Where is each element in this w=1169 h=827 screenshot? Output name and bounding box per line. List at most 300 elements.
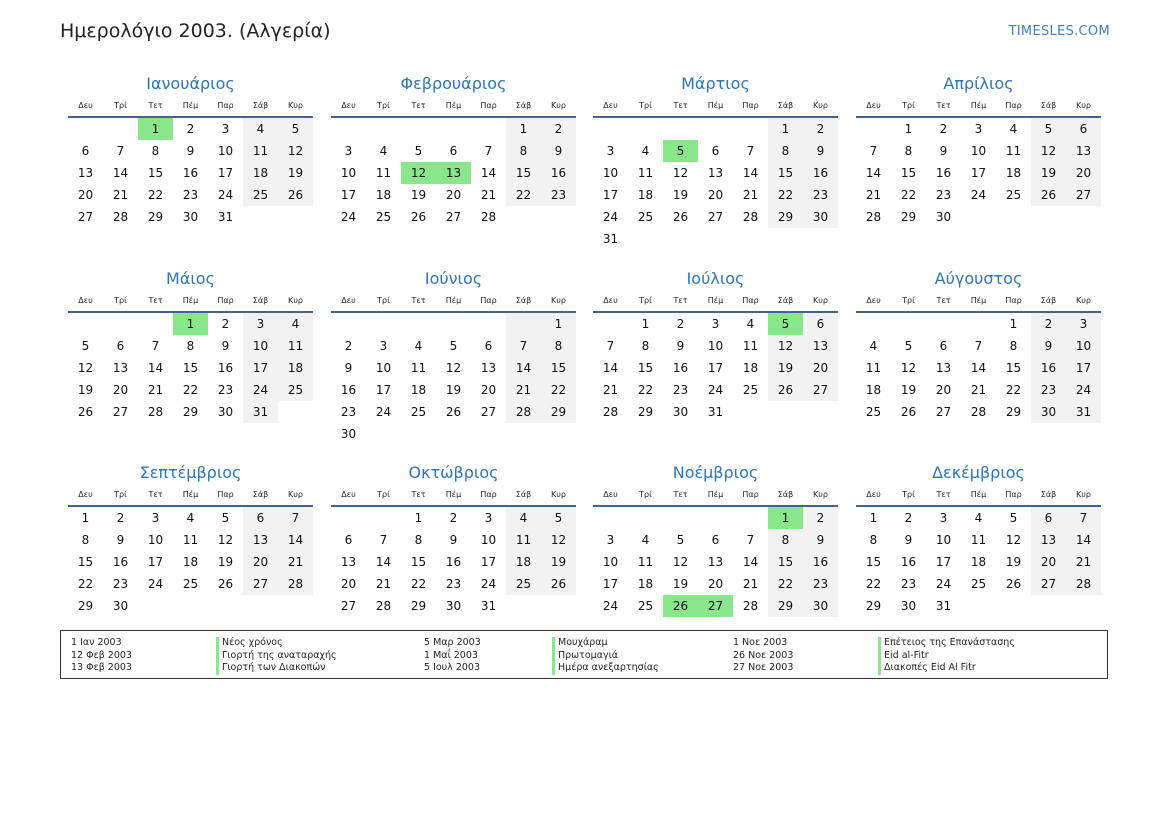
- weekday-header: Κυρ: [803, 485, 838, 507]
- day-cell: 17: [602, 577, 619, 591]
- day-cell: 28: [742, 599, 759, 613]
- legend-holiday-name: Μουχάραμ: [552, 637, 659, 650]
- day-cell: 19: [541, 551, 576, 573]
- day-cell: 7: [1066, 507, 1101, 529]
- month-name: Δεκέμβριος: [932, 463, 1025, 482]
- day-cell: 20: [1031, 551, 1066, 573]
- day-cell: 14: [970, 361, 987, 375]
- day-cell: 4: [278, 313, 313, 335]
- empty-cell: [138, 595, 173, 617]
- day-cell: 19: [77, 383, 94, 397]
- day-cell: 8: [186, 339, 195, 353]
- day-cell: 3: [221, 122, 230, 136]
- day-cell: 25: [970, 577, 987, 591]
- day-cell: 11: [410, 361, 427, 375]
- weekday-header: Τρί: [891, 291, 926, 313]
- legend-date: 27 Νοε 2003: [733, 662, 794, 673]
- empty-cell: [471, 118, 506, 140]
- holiday-legend: [60, 630, 1108, 679]
- holiday-day-cell: 26: [663, 595, 698, 617]
- day-cell: 28: [602, 405, 619, 419]
- day-cell: 3: [151, 511, 160, 525]
- holiday-day-cell: 1: [173, 313, 208, 335]
- weekday-header: Σάβ: [768, 485, 803, 507]
- weekday-header: Δευ: [593, 485, 628, 507]
- day-cell: 4: [869, 339, 878, 353]
- day-cell: 11: [1005, 144, 1022, 158]
- legend-holiday-name: Νέος χρόνος: [216, 637, 337, 650]
- day-cell: 15: [541, 357, 576, 379]
- day-cell: 27: [935, 405, 952, 419]
- day-cell: 10: [602, 555, 619, 569]
- weekday-header: Δευ: [593, 96, 628, 118]
- legend-date: 13 Φεβ 2003: [71, 662, 132, 673]
- empty-cell: [401, 313, 436, 335]
- day-cell: 20: [1066, 162, 1101, 184]
- weekday-header: Κυρ: [278, 485, 313, 507]
- empty-cell: [698, 118, 733, 140]
- day-cell: 30: [112, 599, 129, 613]
- empty-cell: [663, 228, 698, 250]
- weekday-header: Σάβ: [243, 291, 278, 313]
- day-cell: 18: [637, 188, 654, 202]
- day-cell: 13: [707, 166, 724, 180]
- day-cell: 22: [768, 184, 803, 206]
- day-cell: 3: [606, 533, 615, 547]
- day-cell: 26: [672, 210, 689, 224]
- day-cell: 14: [742, 555, 759, 569]
- weekday-header: Τετ: [663, 485, 698, 507]
- day-cell: 23: [803, 184, 838, 206]
- day-cell: 17: [217, 166, 234, 180]
- day-cell: 18: [506, 551, 541, 573]
- day-cell: 24: [480, 577, 497, 591]
- site-link[interactable]: TIMESLES.COM: [1008, 24, 1110, 39]
- day-cell: 28: [865, 210, 882, 224]
- day-cell: 28: [970, 405, 987, 419]
- weekday-header: Κυρ: [541, 485, 576, 507]
- day-cell: 24: [375, 405, 392, 419]
- day-cell: 25: [278, 379, 313, 401]
- day-cell: 27: [340, 599, 357, 613]
- day-cell: 25: [637, 599, 654, 613]
- day-cell: 22: [182, 383, 199, 397]
- day-cell: 14: [602, 361, 619, 375]
- weekday-header: Κυρ: [803, 96, 838, 118]
- day-cell: 10: [480, 533, 497, 547]
- empty-cell: [733, 507, 768, 529]
- month-calendar: [856, 269, 1101, 423]
- empty-cell: [803, 228, 838, 250]
- day-cell: 23: [217, 383, 234, 397]
- day-cell: 16: [112, 555, 129, 569]
- weekday-header: Τετ: [401, 291, 436, 313]
- day-cell: 5: [449, 339, 458, 353]
- day-cell: 24: [147, 577, 164, 591]
- day-cell: 9: [1031, 335, 1066, 357]
- empty-cell: [663, 507, 698, 529]
- day-cell: 21: [742, 188, 759, 202]
- month-name: Ιούνιος: [424, 269, 483, 288]
- day-cell: 8: [904, 144, 913, 158]
- weekday-header: Δευ: [331, 291, 366, 313]
- day-cell: 3: [344, 144, 353, 158]
- day-cell: 17: [935, 555, 952, 569]
- empty-cell: [541, 595, 576, 617]
- day-cell: 6: [116, 339, 125, 353]
- day-cell: 9: [904, 533, 913, 547]
- day-cell: 6: [939, 339, 948, 353]
- empty-cell: [506, 595, 541, 617]
- day-cell: 7: [151, 339, 160, 353]
- day-cell: 24: [243, 379, 278, 401]
- day-cell: 23: [803, 573, 838, 595]
- weekday-header: Τετ: [926, 485, 961, 507]
- day-cell: 30: [1031, 401, 1066, 423]
- day-cell: 31: [1066, 401, 1101, 423]
- month-grid: [856, 291, 1101, 423]
- day-cell: 8: [869, 533, 878, 547]
- empty-cell: [856, 118, 891, 140]
- day-cell: 8: [414, 533, 423, 547]
- day-cell: 14: [147, 361, 164, 375]
- empty-cell: [768, 401, 803, 423]
- day-cell: 17: [340, 188, 357, 202]
- day-cell: 18: [970, 555, 987, 569]
- weekday-header: Πέμ: [436, 96, 471, 118]
- weekday-header: Πέμ: [698, 291, 733, 313]
- month-calendar: [68, 269, 313, 423]
- day-cell: 28: [742, 210, 759, 224]
- empty-cell: [243, 595, 278, 617]
- day-cell: 20: [340, 577, 357, 591]
- legend-date: 12 Φεβ 2003: [71, 649, 132, 661]
- day-cell: 26: [1031, 184, 1066, 206]
- day-cell: 4: [186, 511, 195, 525]
- empty-cell: [366, 313, 401, 335]
- day-cell: 27: [77, 210, 94, 224]
- day-cell: 6: [484, 339, 493, 353]
- day-cell: 21: [480, 188, 497, 202]
- day-cell: 21: [278, 551, 313, 573]
- empty-cell: [628, 118, 663, 140]
- day-cell: 31: [217, 210, 234, 224]
- day-cell: 12: [541, 529, 576, 551]
- day-cell: 16: [672, 361, 689, 375]
- weekday-header: Τετ: [138, 291, 173, 313]
- day-cell: 16: [900, 555, 917, 569]
- month-calendar: [331, 74, 576, 228]
- weekday-header: Τετ: [401, 96, 436, 118]
- day-cell: 10: [602, 166, 619, 180]
- day-cell: 13: [1031, 529, 1066, 551]
- day-cell: 17: [147, 555, 164, 569]
- empty-cell: [1031, 206, 1066, 228]
- day-cell: 16: [182, 166, 199, 180]
- day-cell: 1: [81, 511, 90, 525]
- day-cell: 24: [602, 210, 619, 224]
- day-cell: 12: [278, 140, 313, 162]
- weekday-header: Τετ: [926, 291, 961, 313]
- day-cell: 13: [1066, 140, 1101, 162]
- month-calendar: [593, 269, 838, 423]
- weekday-header: Κυρ: [541, 291, 576, 313]
- day-cell: 23: [935, 188, 952, 202]
- day-cell: 23: [112, 577, 129, 591]
- day-cell: 25: [865, 405, 882, 419]
- empty-cell: [331, 118, 366, 140]
- day-cell: 6: [711, 533, 720, 547]
- day-cell: 2: [939, 122, 948, 136]
- day-cell: 20: [445, 188, 462, 202]
- day-cell: 26: [410, 210, 427, 224]
- day-cell: 23: [340, 405, 357, 419]
- day-cell: 1: [506, 118, 541, 140]
- legend-dates-2: [424, 637, 481, 675]
- day-cell: 4: [506, 507, 541, 529]
- day-cell: 14: [112, 166, 129, 180]
- day-cell: 5: [1031, 118, 1066, 140]
- day-cell: 28: [506, 401, 541, 423]
- day-cell: 7: [746, 533, 755, 547]
- empty-cell: [733, 401, 768, 423]
- day-cell: 13: [340, 555, 357, 569]
- weekday-header: Τετ: [663, 291, 698, 313]
- day-cell: 2: [541, 118, 576, 140]
- day-cell: 4: [414, 339, 423, 353]
- day-cell: 19: [672, 188, 689, 202]
- day-cell: 29: [147, 210, 164, 224]
- legend-date: 26 Νοε 2003: [733, 649, 794, 661]
- legend-dates-3: [733, 637, 793, 675]
- day-cell: 6: [81, 144, 90, 158]
- legend-holiday-name: Γιορτή των Διακοπών: [216, 662, 337, 675]
- day-cell: 15: [1005, 361, 1022, 375]
- day-cell: 3: [379, 339, 388, 353]
- month-grid: [593, 96, 838, 250]
- day-cell: 2: [1031, 313, 1066, 335]
- day-cell: 8: [151, 144, 160, 158]
- day-cell: 29: [768, 206, 803, 228]
- day-cell: 12: [1031, 140, 1066, 162]
- holiday-day-cell: 13: [436, 162, 471, 184]
- weekday-header: Πέμ: [173, 291, 208, 313]
- day-cell: 18: [375, 188, 392, 202]
- day-cell: 14: [278, 529, 313, 551]
- day-cell: 15: [182, 361, 199, 375]
- day-cell: 1: [768, 118, 803, 140]
- day-cell: 11: [278, 335, 313, 357]
- day-cell: 11: [865, 361, 882, 375]
- weekday-header: Παρ: [471, 96, 506, 118]
- weekday-header: Τρί: [628, 485, 663, 507]
- empty-cell: [436, 423, 471, 445]
- day-cell: 12: [1005, 533, 1022, 547]
- day-cell: 20: [243, 551, 278, 573]
- day-cell: 13: [480, 361, 497, 375]
- day-cell: 24: [707, 383, 724, 397]
- day-cell: 1: [641, 317, 650, 331]
- weekday-header: Παρ: [996, 485, 1031, 507]
- day-cell: 18: [182, 555, 199, 569]
- day-cell: 16: [217, 361, 234, 375]
- day-cell: 6: [803, 313, 838, 335]
- day-cell: 7: [506, 335, 541, 357]
- day-cell: 7: [278, 507, 313, 529]
- day-cell: 16: [340, 383, 357, 397]
- day-cell: 29: [768, 595, 803, 617]
- weekday-header: Τετ: [926, 96, 961, 118]
- weekday-header: Τρί: [891, 485, 926, 507]
- day-cell: 26: [445, 405, 462, 419]
- day-cell: 10: [935, 533, 952, 547]
- day-cell: 18: [278, 357, 313, 379]
- day-cell: 19: [278, 162, 313, 184]
- day-cell: 15: [768, 551, 803, 573]
- day-cell: 31: [935, 599, 952, 613]
- day-cell: 7: [379, 533, 388, 547]
- day-cell: 13: [243, 529, 278, 551]
- day-cell: 22: [147, 188, 164, 202]
- day-cell: 5: [221, 511, 230, 525]
- day-cell: 11: [742, 339, 759, 353]
- day-cell: 19: [217, 555, 234, 569]
- weekday-header: Παρ: [471, 485, 506, 507]
- empty-cell: [436, 118, 471, 140]
- day-cell: 31: [480, 599, 497, 613]
- day-cell: 6: [711, 144, 720, 158]
- legend-holiday-name: Ημέρα ανεξαρτησίας: [552, 662, 659, 675]
- holiday-day-cell: 1: [768, 507, 803, 529]
- weekday-header: Παρ: [208, 485, 243, 507]
- day-cell: 5: [278, 118, 313, 140]
- day-cell: 20: [935, 383, 952, 397]
- day-cell: 30: [340, 427, 357, 441]
- weekday-header: Πέμ: [173, 485, 208, 507]
- day-cell: 9: [186, 144, 195, 158]
- day-cell: 25: [637, 210, 654, 224]
- day-cell: 15: [768, 162, 803, 184]
- weekday-header: Δευ: [331, 96, 366, 118]
- empty-cell: [471, 313, 506, 335]
- weekday-header: Σάβ: [243, 485, 278, 507]
- day-cell: 24: [1066, 379, 1101, 401]
- empty-cell: [961, 313, 996, 335]
- month-grid: [856, 96, 1101, 228]
- day-cell: 6: [449, 144, 458, 158]
- day-cell: 16: [541, 162, 576, 184]
- day-cell: 13: [112, 361, 129, 375]
- day-cell: 8: [541, 335, 576, 357]
- weekday-header: Τετ: [663, 96, 698, 118]
- legend-holiday-name: Διακοπές Eid Al Fitr: [878, 662, 1015, 675]
- legend-date: 5 Μαρ 2003: [424, 637, 481, 648]
- day-cell: 1: [541, 313, 576, 335]
- day-cell: 27: [707, 210, 724, 224]
- day-cell: 1: [414, 511, 423, 525]
- day-cell: 22: [410, 577, 427, 591]
- month-name: Απρίλιος: [943, 74, 1014, 93]
- empty-cell: [506, 206, 541, 228]
- weekday-header: Πέμ: [961, 96, 996, 118]
- day-cell: 18: [410, 383, 427, 397]
- day-cell: 17: [707, 361, 724, 375]
- day-cell: 11: [506, 529, 541, 551]
- day-cell: 17: [1066, 357, 1101, 379]
- month-grid: [331, 291, 576, 445]
- empty-cell: [593, 507, 628, 529]
- day-cell: 21: [375, 577, 392, 591]
- legend-holiday-name: Eid al-Fitr: [878, 650, 1015, 663]
- day-cell: 1: [1009, 317, 1018, 331]
- empty-cell: [1031, 595, 1066, 617]
- day-cell: 9: [939, 144, 948, 158]
- day-cell: 26: [900, 405, 917, 419]
- day-cell: 29: [1005, 405, 1022, 419]
- weekday-header: Δευ: [331, 485, 366, 507]
- day-cell: 6: [344, 533, 353, 547]
- weekday-header: Παρ: [733, 485, 768, 507]
- day-cell: 2: [221, 317, 230, 331]
- weekday-header: Παρ: [996, 291, 1031, 313]
- day-cell: 30: [803, 206, 838, 228]
- empty-cell: [856, 313, 891, 335]
- day-cell: 28: [375, 599, 392, 613]
- weekday-header: Τρί: [891, 96, 926, 118]
- month-grid: [331, 96, 576, 228]
- empty-cell: [278, 401, 313, 423]
- day-cell: 10: [147, 533, 164, 547]
- weekday-header: Σάβ: [768, 291, 803, 313]
- day-cell: 19: [1005, 555, 1022, 569]
- weekday-header: Τετ: [138, 485, 173, 507]
- day-cell: 10: [217, 144, 234, 158]
- empty-cell: [593, 313, 628, 335]
- month-name: Ιούλιος: [686, 269, 745, 288]
- day-cell: 3: [939, 511, 948, 525]
- day-cell: 4: [243, 118, 278, 140]
- day-cell: 29: [410, 599, 427, 613]
- empty-cell: [768, 228, 803, 250]
- day-cell: 22: [1005, 383, 1022, 397]
- day-cell: 2: [449, 511, 458, 525]
- weekday-header: Δευ: [856, 96, 891, 118]
- day-cell: 12: [77, 361, 94, 375]
- empty-cell: [401, 118, 436, 140]
- weekday-header: Κυρ: [541, 96, 576, 118]
- legend-date: 5 Ιουλ 2003: [424, 662, 480, 673]
- month-calendar: [593, 74, 838, 250]
- day-cell: 17: [480, 555, 497, 569]
- month-grid: [593, 485, 838, 617]
- weekday-header: Σάβ: [506, 485, 541, 507]
- day-cell: 30: [935, 210, 952, 224]
- empty-cell: [961, 595, 996, 617]
- month-name: Ιανουάριος: [146, 74, 235, 93]
- weekday-header: Κυρ: [1066, 291, 1101, 313]
- day-cell: 14: [480, 166, 497, 180]
- day-cell: 11: [375, 166, 392, 180]
- day-cell: 1: [904, 122, 913, 136]
- weekday-header: Τετ: [401, 485, 436, 507]
- day-cell: 3: [711, 317, 720, 331]
- day-cell: 18: [637, 577, 654, 591]
- weekday-header: Παρ: [733, 96, 768, 118]
- day-cell: 22: [506, 184, 541, 206]
- day-cell: 17: [602, 188, 619, 202]
- page-title: Ημερολόγιο 2003. (Αλγερία): [60, 20, 331, 42]
- day-cell: 31: [707, 405, 724, 419]
